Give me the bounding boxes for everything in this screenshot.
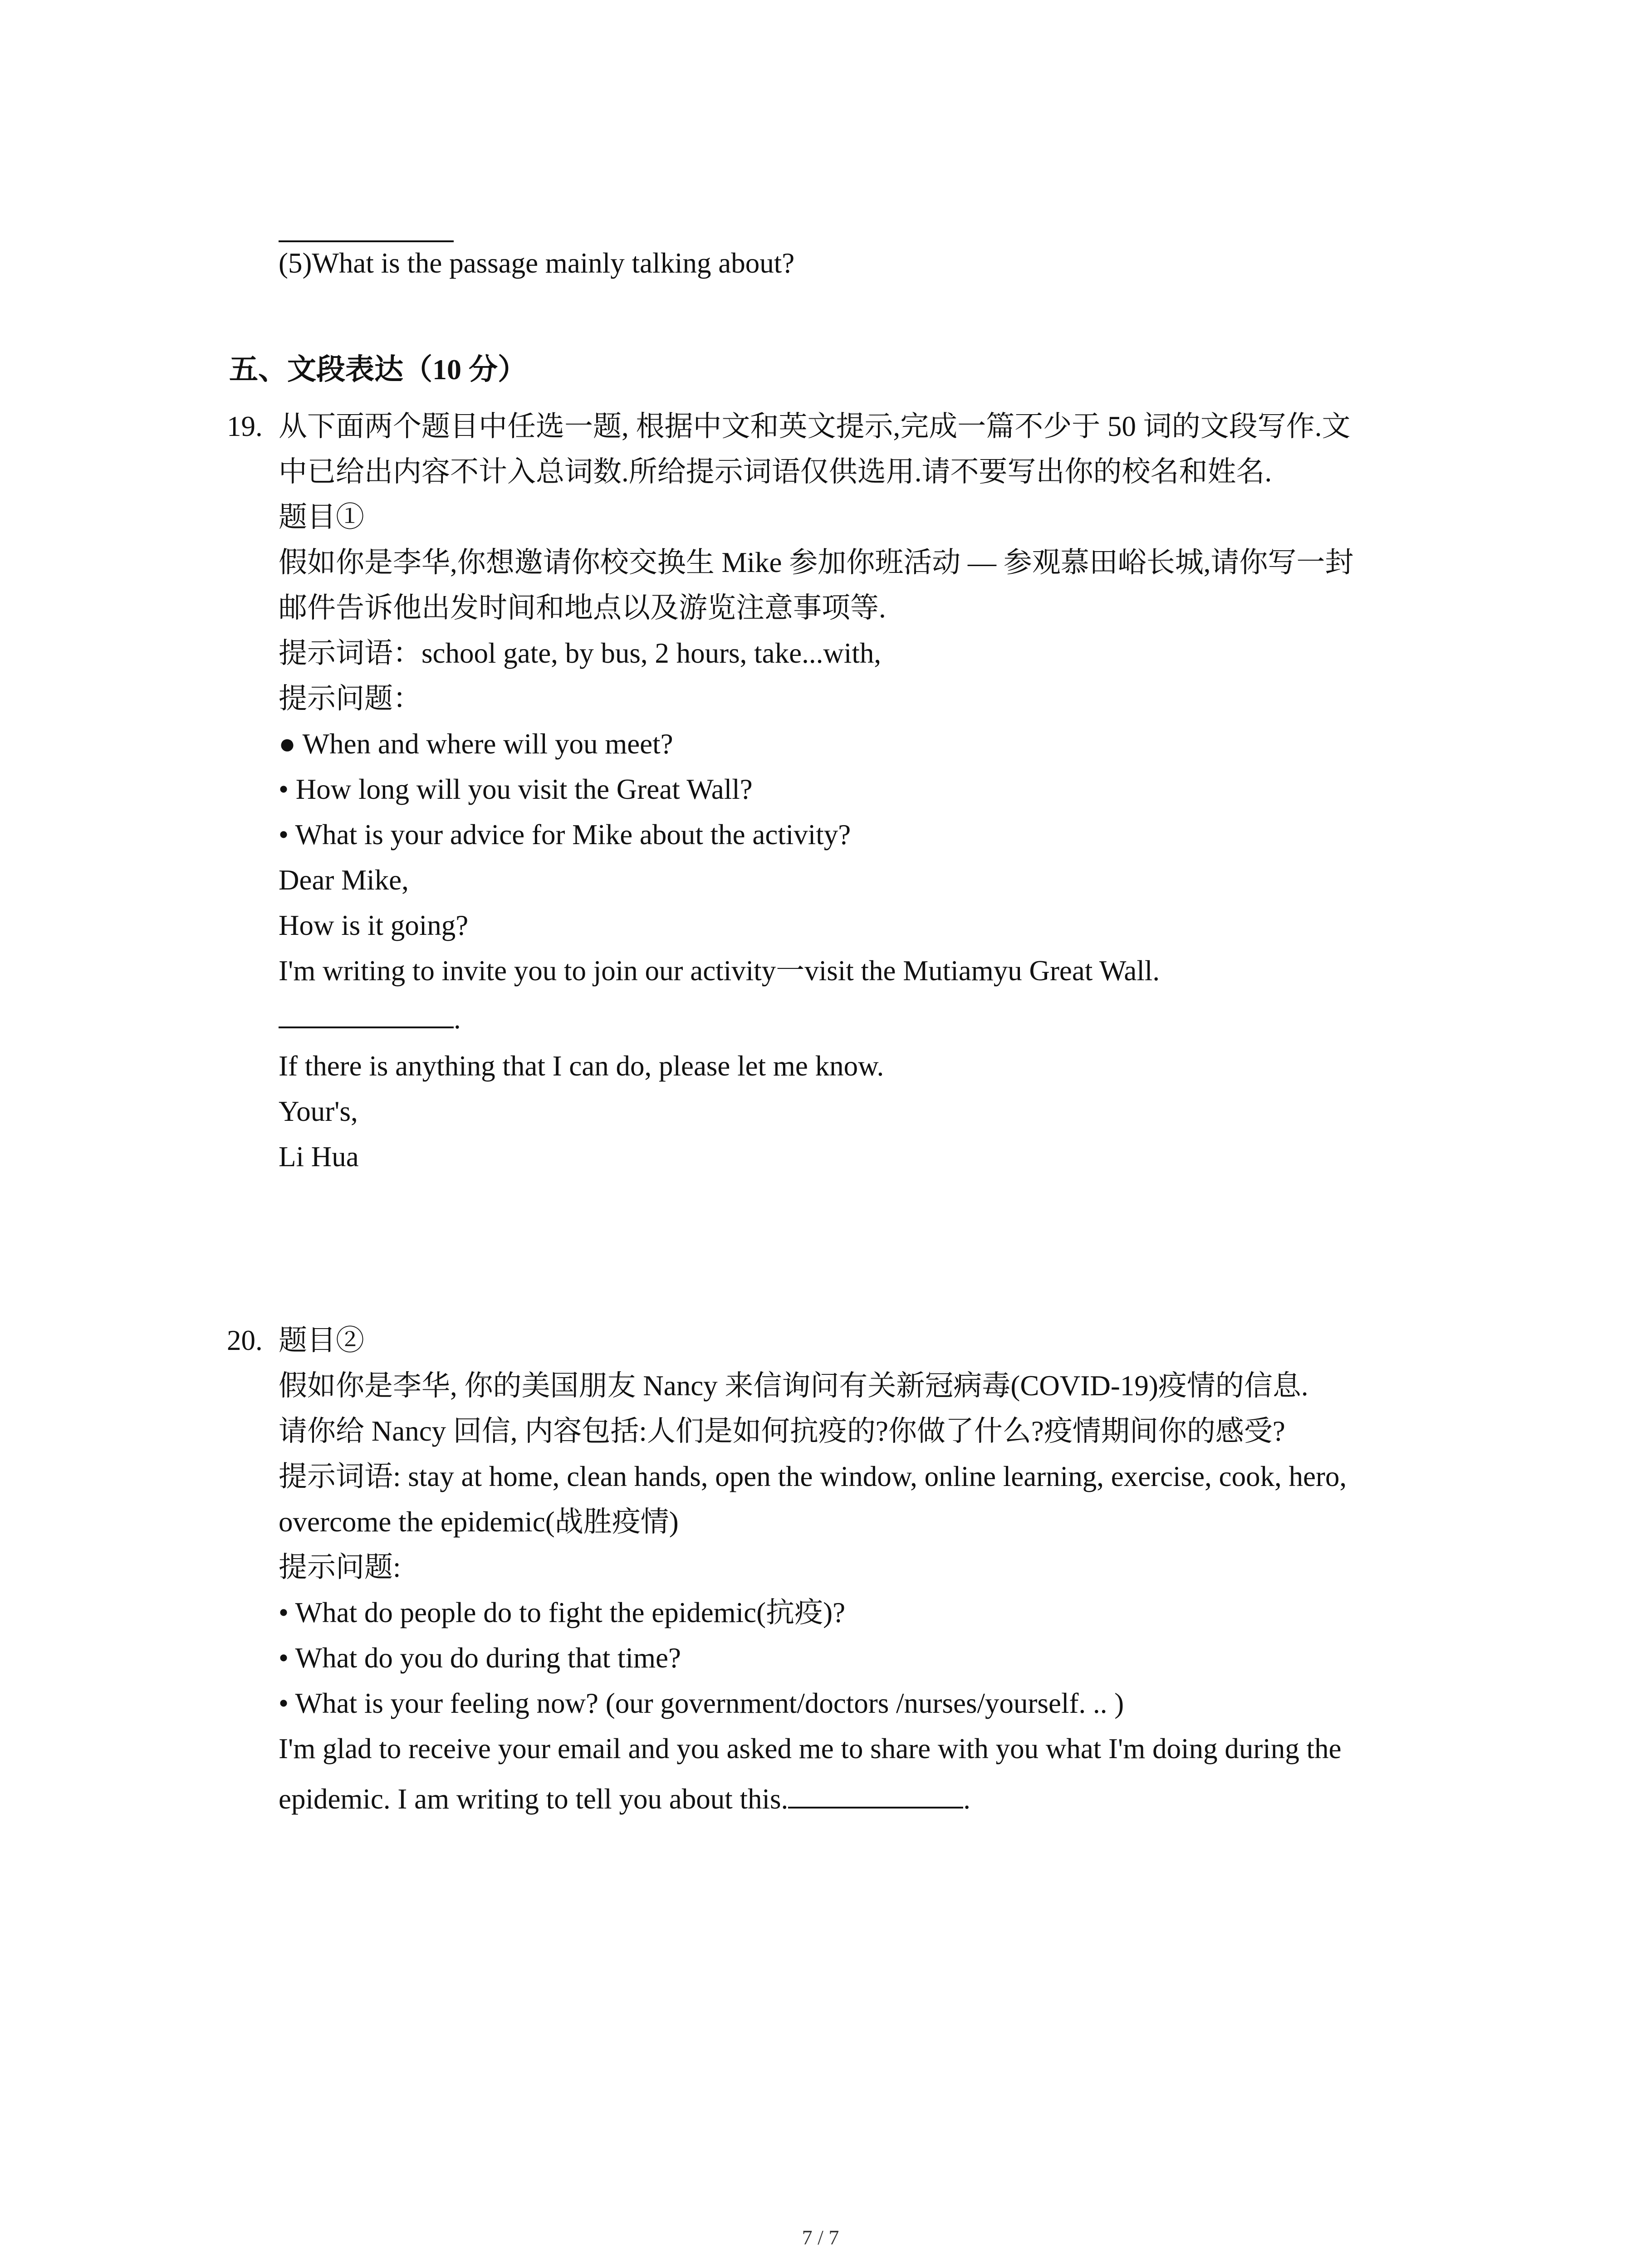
- q19-topic-label: 题目①: [279, 501, 364, 533]
- section-heading: 五、文段表达（10 分）: [229, 353, 527, 386]
- q19-hint-questions-label: 提示问题：: [279, 683, 421, 714]
- page-number: 7 / 7: [802, 2226, 839, 2249]
- letter-greeting: Dear Mike,: [279, 864, 409, 896]
- q19-hint-words: 提示词语：school gate, by bus, 2 hours, take...with,: [279, 637, 882, 669]
- letter-line-2: I'm writing to invite you to join our activity一visit the Mutiamyu Great Wall.: [279, 955, 1160, 987]
- q20-topic-label: 题目②: [279, 1325, 364, 1356]
- question-5-text: (5)What is the passage mainly talking about?: [279, 247, 795, 279]
- answer-blank-line: [279, 240, 454, 242]
- q19-bullet-1: ● When and where will you meet?: [279, 728, 673, 760]
- blank-period: .: [963, 1783, 971, 1815]
- writing-blank: [279, 1000, 454, 1028]
- letter-line-1: How is it going?: [279, 909, 469, 941]
- letter-answer-blank: [279, 1000, 461, 1037]
- letter-closing-2: Your's,: [279, 1095, 358, 1127]
- letter-closing-1: If there is anything that I can do, please let me know.: [279, 1050, 884, 1082]
- q20-body-line-2-text: epidemic. I am writing to tell you about this.: [279, 1783, 789, 1815]
- q20-body-line-2: [279, 1780, 970, 1817]
- q20-prompt-line-1: 假如你是李华, 你的美国朋友 Nancy 来信询问有关新冠病毒(COVID-19)疫情的信息.: [279, 1370, 1308, 1402]
- q19-instruction-line-2: 中已给出内容不计入总词数.所给提示词语仅供选用.请不要写出你的校名和姓名.: [279, 456, 1272, 488]
- q20-bullet-1: • What do people do to fight the epidemic(抗疫)?: [279, 1597, 846, 1628]
- letter-signature: Li Hua: [279, 1141, 359, 1173]
- q19-prompt-line-1: 假如你是李华,你想邀请你校交换生 Mike 参加你班活动 — 参观慕田峪长城,请你写一封: [279, 547, 1354, 578]
- q19-bullet-2: • How long will you visit the Great Wall?: [279, 773, 753, 805]
- q20-hint-questions-label: 提示问题:: [279, 1551, 401, 1583]
- q20-body-line-1: I'm glad to receive your email and you asked me to share with you what I'm doing during the: [279, 1733, 1342, 1765]
- q20-hint-words-line-1: 提示词语: stay at home, clean hands, open the window, online learning, exercise, cook, hero,: [279, 1461, 1347, 1492]
- q20-bullet-2: • What do you do during that time?: [279, 1642, 681, 1674]
- question-20-number: 20.: [227, 1325, 263, 1356]
- q20-hint-words-line-2: overcome the epidemic(战胜疫情): [279, 1506, 679, 1538]
- question-19-number: 19.: [227, 411, 263, 442]
- writing-blank: [788, 1780, 963, 1809]
- q20-bullet-3: • What is your feeling now? (our government/doctors /nurses/yourself. .. ): [279, 1687, 1124, 1719]
- q19-prompt-line-2: 邮件告诉他出发时间和地点以及游览注意事项等.: [279, 592, 886, 624]
- q20-prompt-line-2: 请你给 Nancy 回信, 内容包括:人们是如何抗疫的?你做了什么?疫情期间你的感受?: [279, 1415, 1285, 1447]
- blank-period: .: [454, 1003, 461, 1035]
- q19-bullet-3: • What is your advice for Mike about the activity?: [279, 819, 851, 850]
- q19-instruction-line-1: 从下面两个题目中任选一题, 根据中文和英文提示,完成一篇不少于 50 词的文段写作.文: [279, 411, 1351, 442]
